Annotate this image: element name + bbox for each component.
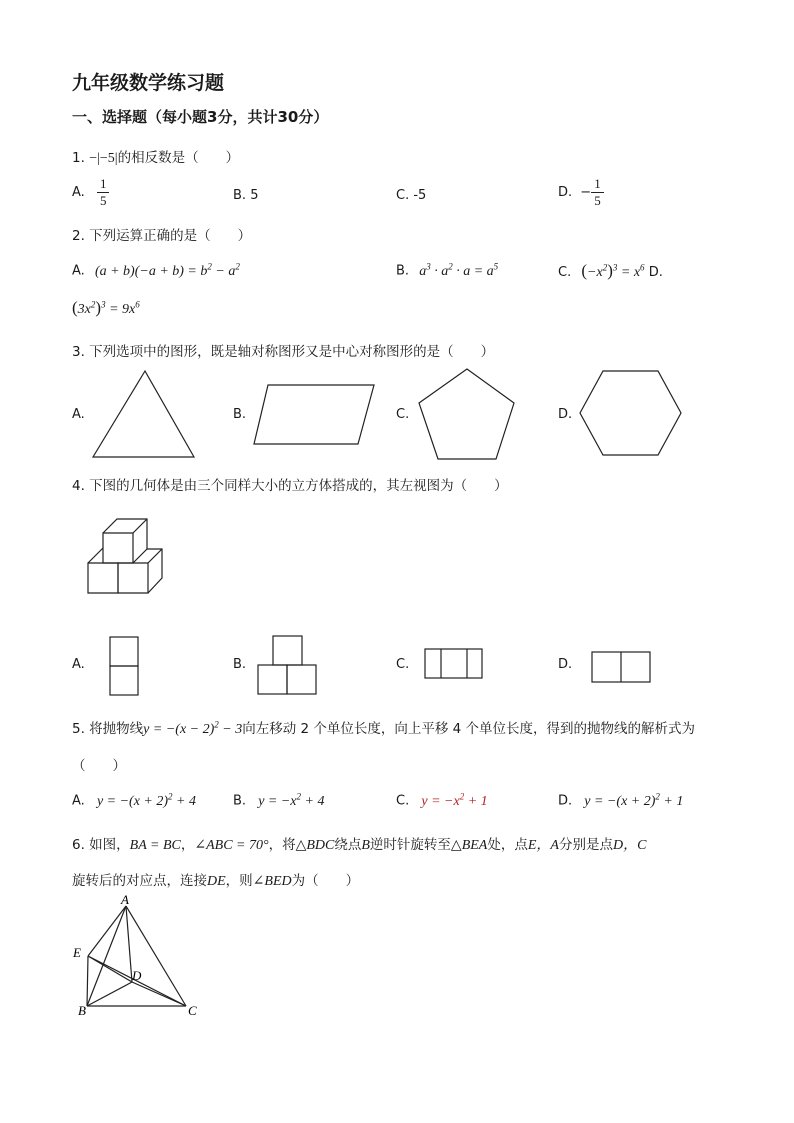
q6-formula: △BEA [450,838,488,853]
q4-option-c-figure[interactable] [425,649,482,678]
formula: $y = -(x + 2)^2 + 4$ [96,791,196,809]
hexagon-shape[interactable] [580,371,681,455]
q6-text: 分别是点 [558,837,613,853]
formula: $y = -x^2 + 4$ [258,791,325,809]
page-title: 九年级数学练习题 [72,72,225,94]
section-heading: 一、选择题（每小题3分，共计30分） [72,108,329,126]
parallelogram-shape[interactable] [254,385,374,444]
triangle-shape[interactable] [93,371,194,457]
option-label: C. [396,793,410,809]
formula: $y = -(x + 2)^2 + 1$ [584,791,684,809]
q6-formula: E，A [527,838,559,853]
q4-label-c: C. [396,657,410,672]
q5-text-pre: 5. 将抛物线 [72,721,144,737]
q6-text: 处，点 [487,837,528,853]
q4-label-a: A. [72,657,85,672]
question-2-stem: 2. 下列运算正确的是（ ） [72,228,252,244]
point-label-a: A [121,892,129,907]
fraction: $\frac{1}{5}$ [97,176,110,209]
cube-stack-figure [88,519,162,593]
q6-geometry-figure [87,906,186,1006]
q6-text: 旋转后的对应点，连接 [72,873,207,889]
q4-option-a-figure[interactable] [110,637,138,695]
q6-formula: △BDC [295,838,335,853]
pentagon-shape[interactable] [419,369,514,459]
fraction: $\frac{1}{5}$ [591,176,604,209]
q4-label-d: D. [558,657,573,672]
q3-label-d: D. [558,407,573,422]
q3-label-b: B. [233,407,247,422]
q6-text: 为（ ） [291,873,360,889]
minus-sign: − [580,185,592,200]
question-6-stem-line1: 6. 如图，BA = BC，∠ABC = 70°，将△BDC绕点B逆时针旋转至△BEA处，点E，A分别是点D，C [72,837,647,853]
q3-label-a: A. [72,407,85,422]
q4-label-b: B. [233,657,247,672]
question-5-stem [72,717,695,738]
q5-option-c[interactable] [396,791,488,810]
formula: $(3x^2)^3 = 9x^6$ [72,298,140,317]
option-label-d: D. [648,265,663,280]
q6-formula: BA = BC [129,838,181,853]
formula: $y = -x^2 + 1$ [421,791,488,809]
q6-formula: D，C [612,838,647,853]
q5-formula: $y = -(x - 2)^2 - 3$ [143,719,243,737]
q5-answer-paren: （ ） [72,758,126,774]
q4-option-d-figure[interactable] [592,652,650,682]
q3-label-c: C. [396,407,410,422]
q6-text: 绕点 [334,837,362,853]
option-label: B. [233,188,247,203]
question-3-stem: 3. 下列选项中的图形，既是轴对称图形又是中心对称图形的是（ ） [72,344,495,360]
option-label: A. [72,185,85,200]
q5-option-a[interactable] [72,791,196,810]
formula: $(a + b)(-a + b) = b^2 - a^2$ [94,261,240,279]
q1-expression: −|−5| [89,151,118,166]
q5-option-b[interactable] [233,791,324,810]
q6-formula: ∠BED [252,874,292,889]
option-label: A. [72,793,85,809]
question-6-stem-line2 [72,869,359,890]
q6-formula: ∠ABC = 70° [194,838,269,853]
q6-formula: B [361,838,370,853]
point-label-d: D [132,968,142,983]
option-label: B. [396,263,410,279]
option-label: C. [396,188,410,203]
option-label: D. [558,793,573,809]
q6-text: 逆时针旋转至 [369,837,451,853]
formula: $(-x^2)^3 = x^6$ [581,261,645,280]
point-label-b: B [78,1003,86,1018]
q1-number: 1. [72,150,85,166]
q5-option-d[interactable] [558,791,683,810]
point-label-e: E [73,945,81,960]
q5-text-post: 向左移动 2 个单位长度，向上平移 4 个单位长度，得到的抛物线的解析式为 [242,721,696,737]
option-label: D. [558,185,573,200]
option-label: C. [558,265,572,280]
q1-text: 的相反数是（ ） [117,150,240,166]
q6-formula: DE [207,874,226,889]
option-label: B. [233,793,247,809]
formula: $a^3 \cdot a^2 \cdot a = a^5$ [419,261,499,279]
option-value: -5 [413,188,427,203]
q4-option-b-figure[interactable] [258,636,316,694]
point-label-c: C [188,1003,197,1018]
option-value: 5 [250,188,259,203]
option-label: A. [72,263,85,279]
q6-text: ，将 [268,837,296,853]
question-4-stem: 4. 下图的几何体是由三个同样大小的立方体搭成的，其左视图为（ ） [72,478,508,494]
q6-text: 6. 如图， [72,837,130,853]
q6-text: ，则 [225,873,253,889]
